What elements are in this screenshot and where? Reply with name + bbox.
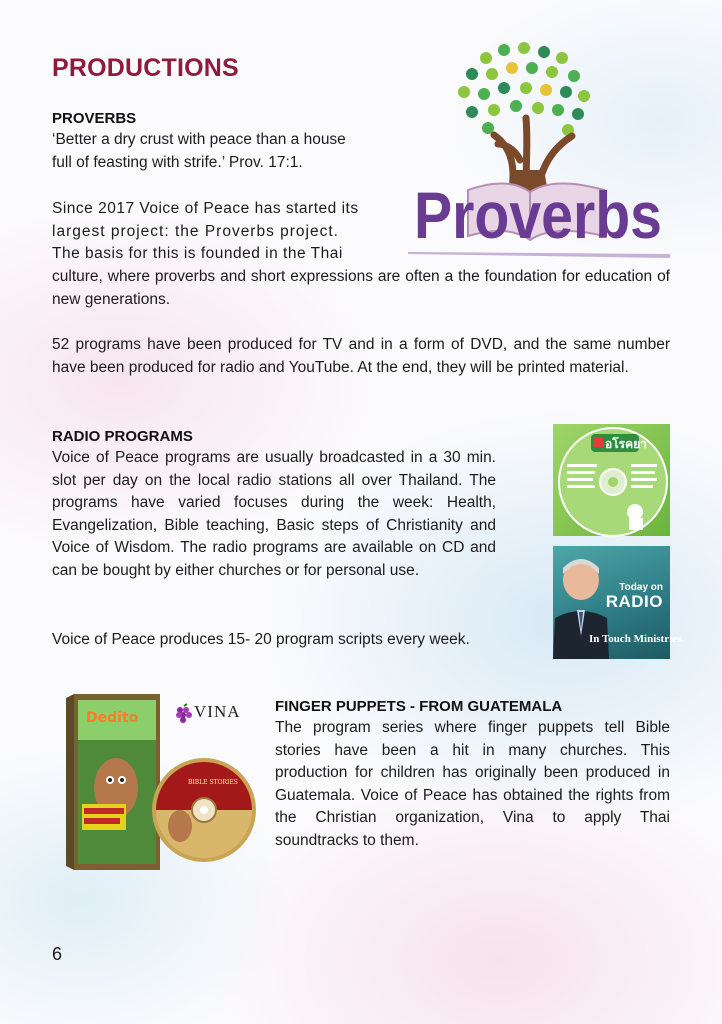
cd-disc-icon (553, 424, 670, 536)
proverbs-heading: PROVERBS (52, 110, 137, 127)
radio-body: Voice of Peace programs are usually broadcasted in a 30 min. slot per day on the local radio stations all over Thailand. The programs have varied focuses during the week: Health, Evangelization, Bible teaching, Basic steps of Christianity and Voice of Wisdom. The radio programs are available on CD and can be bought by either churches or for personal use. (52, 449, 496, 579)
puppets-body: The program series where finger puppets tell Bible stories have been a hit in many churches. This production for children has originally been produced in Guatemala. Voice of Peace has obtained the rights from the Christian organization, Vina to apply Thai soundtracks to them. (275, 719, 670, 849)
radio-scripts: Voice of Peace produces 15- 20 program scripts every week. (52, 631, 470, 648)
radio-cd-image (553, 424, 670, 536)
disc-subtitle: BIBLE STORIES (188, 779, 238, 786)
grape-icon (175, 704, 193, 724)
quote-line: full of feasting with strife.’ Prov. 17:1. (52, 153, 303, 171)
proverbs-programs: 52 programs have been produced for TV and in a form of DVD, and the same number have been produced for radio and YouTube. At the end, they will be printed material. (52, 336, 670, 376)
proverbs-quote (52, 129, 346, 174)
today-on-radio-title (606, 582, 663, 611)
proverbs-intro (52, 198, 359, 266)
radio-heading: RADIO PROGRAMS (52, 428, 193, 445)
tree-icon (458, 42, 590, 192)
intro-line: Since 2017 Voice of Peace has started its (52, 200, 359, 217)
page-title: PRODUCTIONS (52, 54, 239, 82)
logo-text: Proverbs (414, 178, 662, 252)
proverbs-logo (408, 40, 670, 262)
dvd-title: Dedito (86, 710, 139, 726)
intro-line: The basis for this is founded in the Thai (52, 245, 343, 263)
today-on-radio-image (553, 546, 685, 659)
today-label: Today on (619, 582, 663, 593)
quote-line: ‘Better a dry crust with peace than a house (52, 131, 346, 148)
radio-label: RADIO (605, 592, 663, 611)
vina-logo: VINA (194, 702, 241, 721)
proverbs-intro-continued: culture, where proverbs and short expressions are often a the foundation for education of new generations. (52, 268, 670, 308)
in-touch-brand: In Touch Ministries. (589, 633, 685, 645)
cd-label: อโรคยา (605, 437, 647, 451)
intro-line: largest project: the Proverbs project. (52, 222, 339, 240)
puppets-heading: FINGER PUPPETS - FROM GUATEMALA (275, 698, 563, 715)
page-number: 6 (52, 944, 63, 964)
